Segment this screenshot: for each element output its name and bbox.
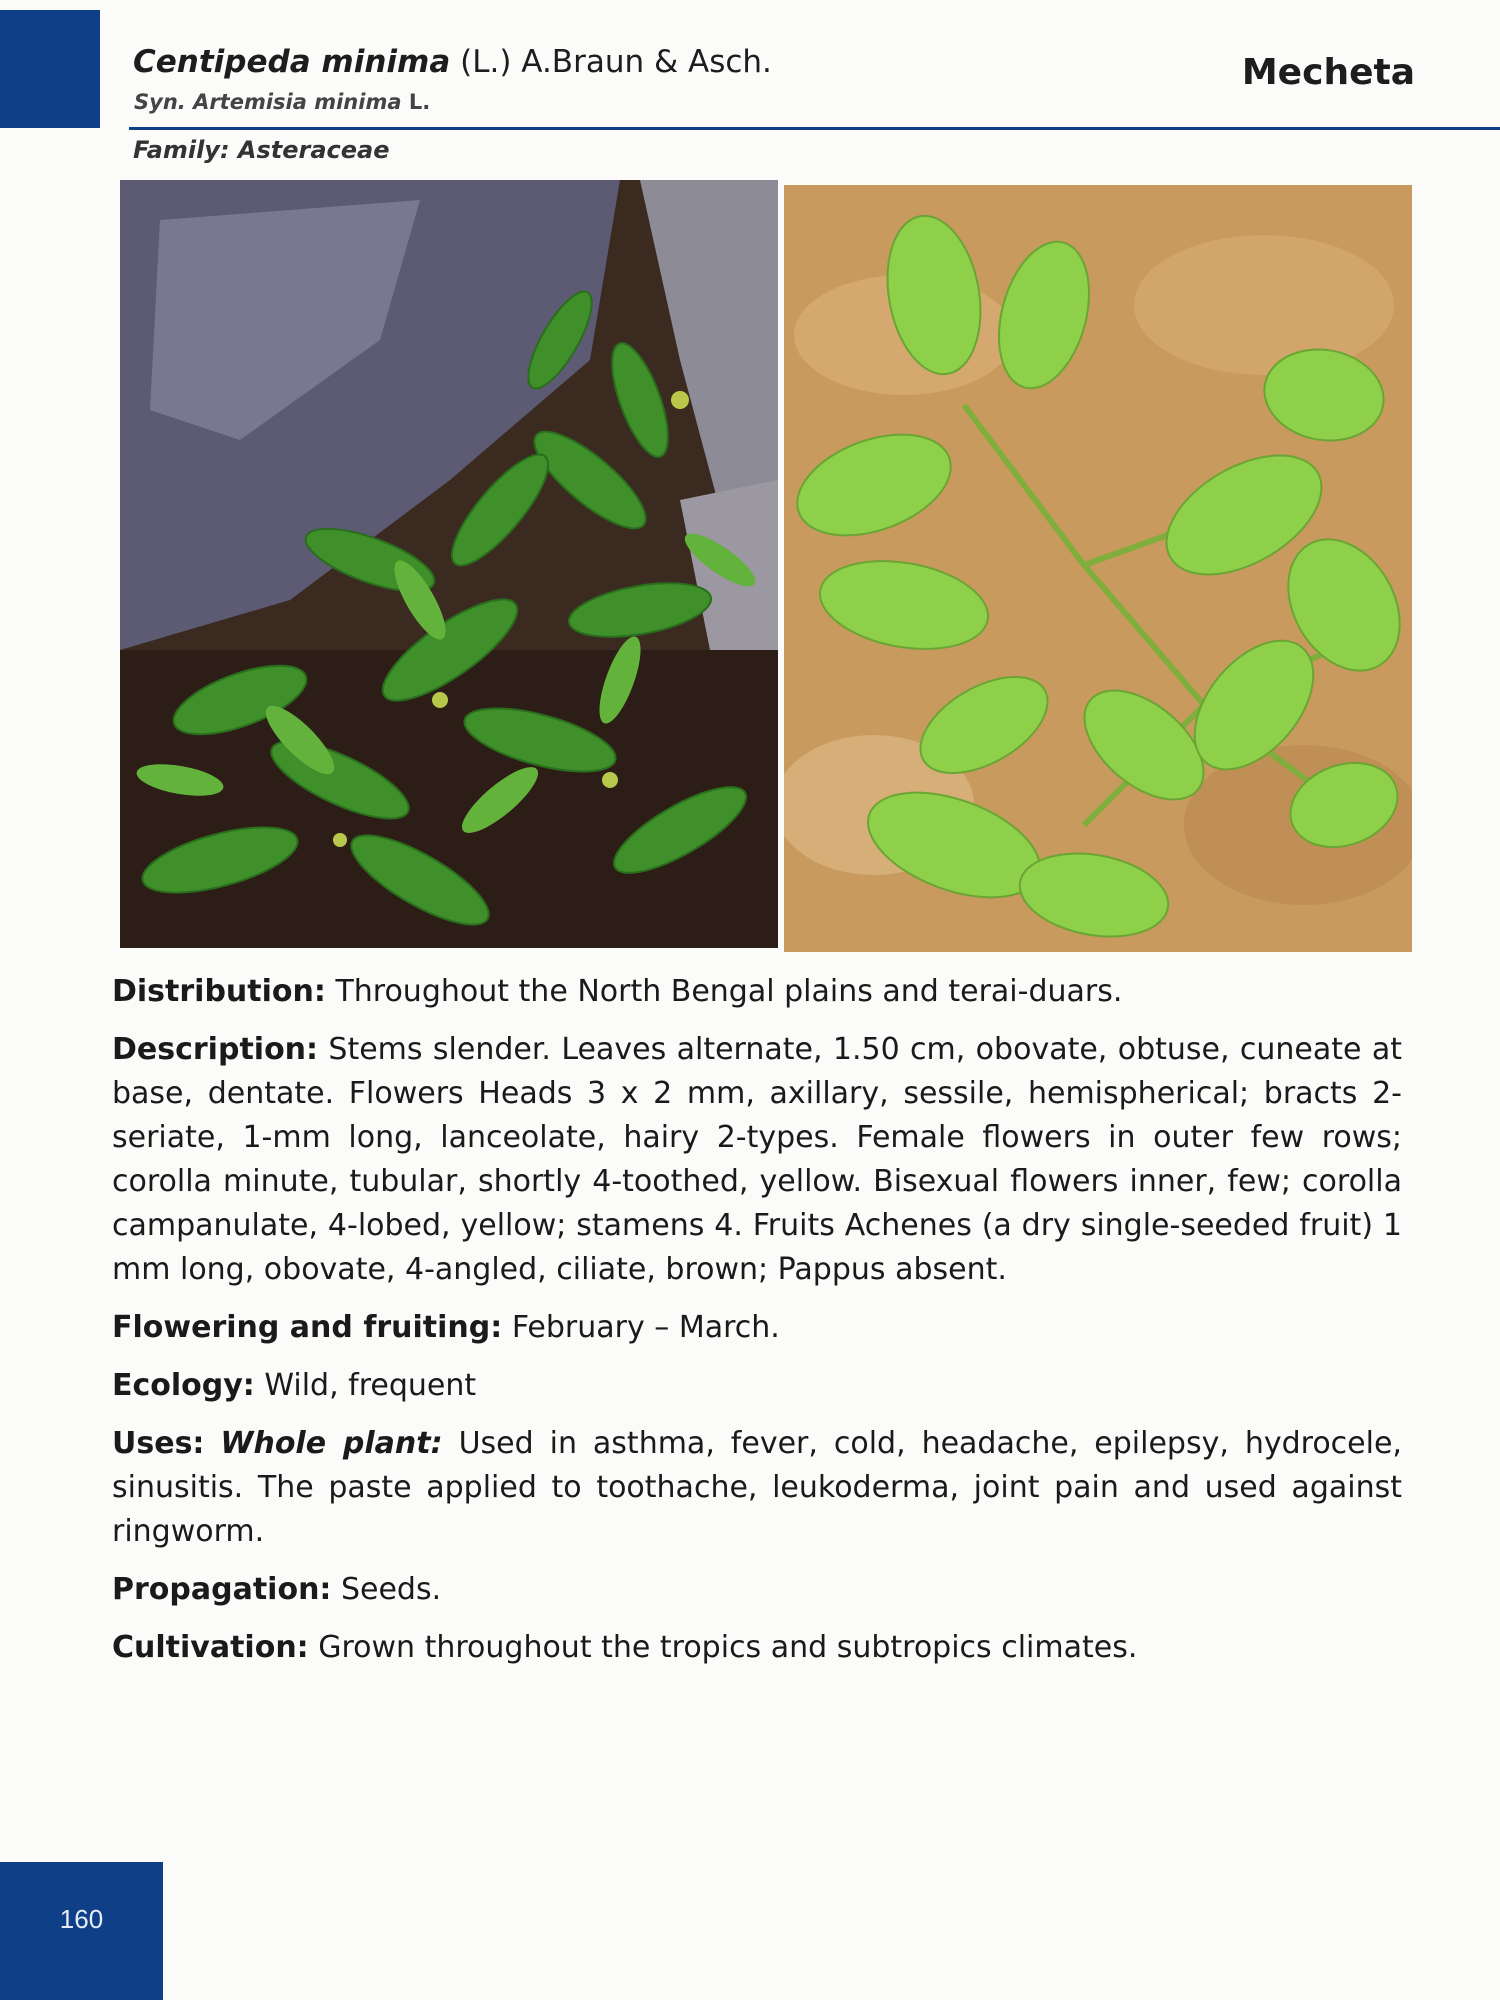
footer-accent-block — [0, 1862, 163, 2000]
plant-photo-soil-image — [784, 185, 1412, 952]
authority: (L.) A.Braun & Asch. — [460, 44, 772, 80]
uses-paragraph — [112, 1422, 1402, 1554]
flowering-paragraph — [112, 1306, 1402, 1350]
corner-accent-block — [0, 10, 100, 128]
plant-photo-rock-image — [120, 180, 778, 948]
ecology-paragraph — [112, 1364, 1402, 1408]
cultivation-text: Grown throughout the tropics and subtropics climates. — [318, 1630, 1138, 1665]
page-number: 160 — [59, 1903, 104, 1934]
synonym-line — [134, 90, 430, 114]
species-description — [112, 970, 1402, 1684]
propagation-label: Propagation: — [112, 1572, 332, 1607]
cultivation-label: Cultivation: — [112, 1630, 309, 1665]
cultivation-paragraph — [112, 1626, 1402, 1670]
synonym-prefix: Syn. — [134, 90, 186, 114]
synonym-authority: L. — [408, 90, 431, 114]
distribution-label: Distribution: — [112, 974, 326, 1009]
common-name: Mecheta — [1241, 52, 1415, 93]
header-rule — [129, 127, 1500, 130]
ecology-text: Wild, frequent — [264, 1368, 477, 1403]
distribution-paragraph — [112, 970, 1402, 1014]
plant-photo-soil — [784, 185, 1412, 952]
ecology-label: Ecology: — [112, 1368, 255, 1403]
species-title — [133, 44, 772, 80]
flowering-text: February – March. — [511, 1310, 780, 1345]
flowering-label: Flowering and fruiting: — [112, 1310, 503, 1345]
synonym-name: Artemisia minima — [193, 90, 402, 114]
propagation-text: Seeds. — [340, 1572, 442, 1607]
family-label: Family: — [133, 136, 230, 164]
uses-text: Used in asthma, fever, cold, headache, epilepsy, hydrocele, sinusitis. The paste applied to toothache, leukoderma, joint pain and used against ringworm. — [112, 1426, 1402, 1549]
description-text: Stems slender. Leaves alternate, 1.50 cm, obovate, obtuse, cuneate at base, dentate. Flowers Heads 3 x 2 mm, axillary, sessile, hemispherical; bracts 2-seriate, 1-mm long, lanceolate, hairy 2-types. Female flowers in outer few rows; corolla minute, tubular, shortly 4-toothed, yellow. Bisexual flowers inner, few; corolla campanulate, 4-lobed, yellow; stamens 4. Fruits Achenes (a dry single-seeded fruit) 1 mm long, obovate, 4-angled, ciliate, brown; Pappus absent. — [112, 1032, 1402, 1287]
description-label: Description: — [112, 1032, 319, 1067]
uses-plant-part: Whole plant: — [220, 1426, 443, 1461]
family-line — [133, 136, 390, 164]
plant-photo-rock — [120, 180, 778, 948]
distribution-text: Throughout the North Bengal plains and terai-duars. — [335, 974, 1123, 1009]
propagation-paragraph — [112, 1568, 1402, 1612]
family-name: Asteraceae — [237, 136, 390, 164]
description-paragraph — [112, 1028, 1402, 1292]
scientific-name: Centipeda minima — [133, 44, 451, 80]
uses-label: Uses: — [112, 1426, 205, 1461]
